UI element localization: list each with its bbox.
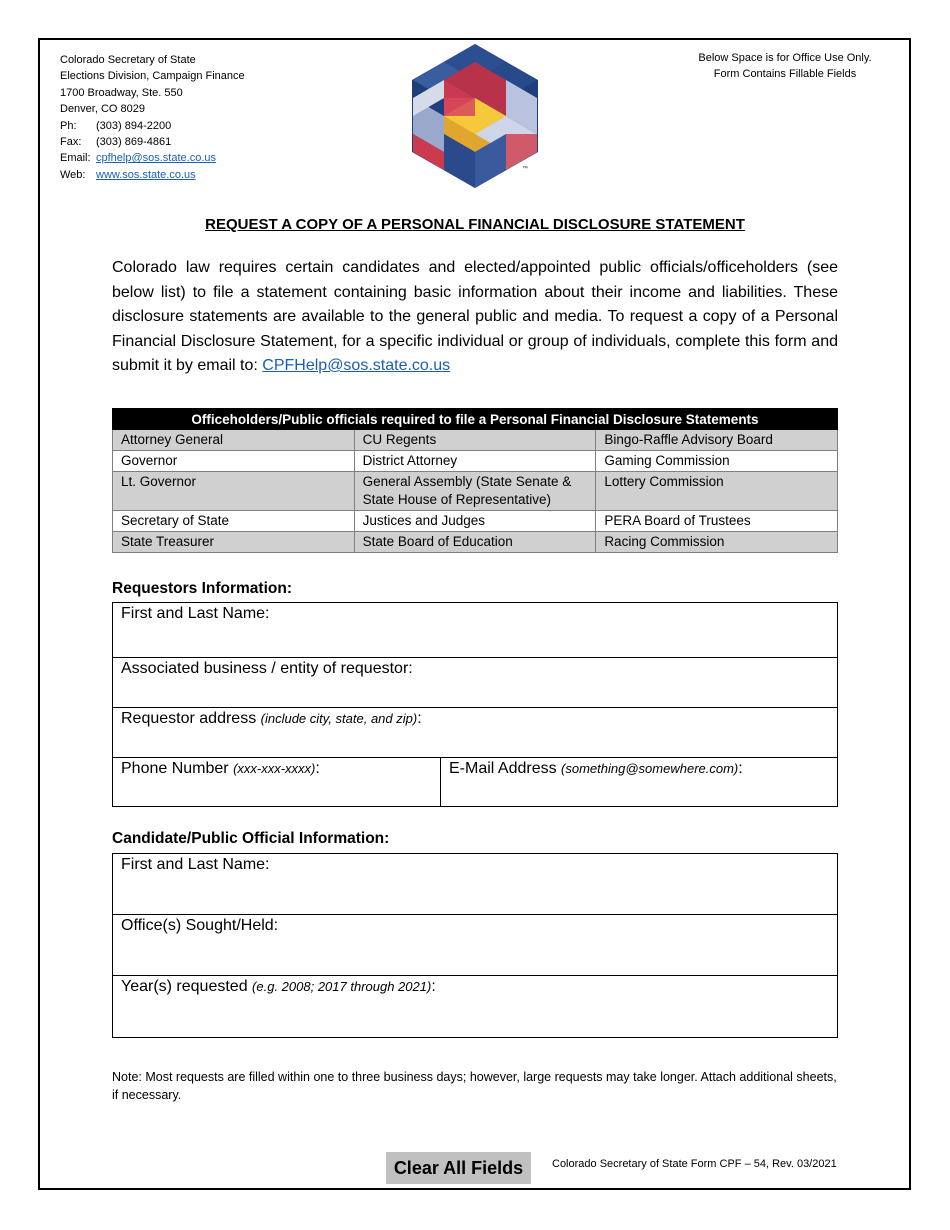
table-cell: Governor [113, 451, 355, 472]
requestor-email-label: E-Mail Address [449, 760, 562, 777]
requestor-name-label: First and Last Name: [121, 605, 270, 622]
table-cell: Bingo-Raffle Advisory Board [596, 430, 838, 451]
table-cell: Gaming Commission [596, 451, 838, 472]
table-row [113, 532, 838, 553]
page-title: REQUEST A COPY OF A PERSONAL FINANCIAL DISCLOSURE STATEMENT [205, 216, 745, 233]
requestor-address-label: Requestor address [121, 710, 261, 727]
intro-text: Colorado law requires certain candidates and elected/appointed public officials/officeholders (see below list) to file a statement containing basic information about their income and liabilities. These disclosure statements are available to the general public and media. To request a copy of a Personal Financial Disclosure Statement, for a specific individual or group of individuals, complete this form and submit it by email to: [112, 259, 838, 374]
contact-email-link[interactable]: cpfhelp@sos.state.co.us [96, 152, 217, 165]
candidate-years-field[interactable]: Year(s) requested (e.g. 2008; 2017 through 2021): [121, 978, 436, 995]
candidate-years-label: Year(s) requested [121, 978, 253, 995]
contact-line-org: Colorado Secretary of State [60, 54, 196, 66]
table-row [113, 430, 838, 451]
requestor-address-hint: (include city, state, and zip) [260, 711, 418, 726]
table-cell: CU Regents [354, 430, 596, 451]
table-cell: State Treasurer [113, 532, 355, 553]
requestor-name-field[interactable] [113, 603, 837, 658]
table-cell: Lt. Governor [113, 472, 355, 511]
contact-line-street: 1700 Broadway, Ste. 550 [60, 86, 183, 99]
table-cell: PERA Board of Trustees [596, 511, 838, 532]
requestor-heading: Requestors Information: [112, 580, 292, 597]
contact-line-division: Elections Division, Campaign Finance [60, 70, 245, 83]
table-row [113, 472, 838, 511]
contact-line-web: Web: www.sos.state.co.us [60, 168, 196, 181]
officials-table-header-row [113, 409, 838, 430]
colorado-sos-logo [410, 42, 540, 190]
office-use-line1: Below Space is for Office Use Only. [698, 52, 872, 64]
candidate-years-hint: (e.g. 2008; 2017 through 2021) [252, 979, 432, 994]
candidate-office-field[interactable] [113, 915, 837, 976]
table-row [113, 511, 838, 532]
requestor-phone-label: Phone Number [121, 760, 234, 777]
requestor-phone-hint: (xxx-xxx-xxxx) [233, 761, 316, 776]
table-cell: Secretary of State [113, 511, 355, 532]
table-cell: Racing Commission [596, 532, 838, 553]
table-row [113, 451, 838, 472]
candidate-heading: Candidate/Public Official Information: [112, 830, 390, 847]
candidate-office-label: Office(s) Sought/Held: [121, 917, 279, 934]
requestor-business-field[interactable] [113, 658, 837, 708]
table-cell: State Board of Education [354, 532, 596, 553]
requestor-email-hint: (something@somewhere.com) [561, 761, 739, 776]
clear-all-fields-button[interactable]: Clear All Fields [386, 1152, 531, 1184]
requestor-phone-field[interactable]: Phone Number (xxx-xxx-xxxx): [113, 758, 441, 806]
table-cell: District Attorney [354, 451, 596, 472]
processing-note: Note: Most requests are filled within one to three business days; however, large requests may take longer. Attach additional sheets, if necessary. [112, 1070, 837, 1102]
office-use-note [660, 50, 910, 82]
requestor-business-label: Associated business / entity of requestor: [121, 660, 413, 677]
requestor-address-field[interactable]: Requestor address (include city, state, and zip): [113, 708, 837, 758]
table-cell: Justices and Judges [354, 511, 596, 532]
candidate-name-field[interactable] [113, 854, 837, 915]
officials-table [112, 408, 838, 553]
requestor-contact-row [113, 758, 837, 806]
office-use-line2: Form Contains Fillable Fields [713, 68, 857, 80]
candidate-name-label: First and Last Name: [121, 856, 270, 873]
table-cell: Lottery Commission [596, 472, 838, 511]
contact-line-city: Denver, CO 8029 [60, 103, 145, 116]
contact-block [60, 52, 245, 183]
requestor-email-field[interactable]: E-Mail Address (something@somewhere.com): [449, 760, 743, 777]
contact-web-link[interactable]: www.sos.state.co.us [96, 168, 196, 181]
table-cell: General Assembly (State Senate & State House of Representative) [354, 472, 596, 511]
logo-trademark: ™ [522, 166, 528, 172]
intro-paragraph [112, 256, 838, 379]
candidate-box [112, 853, 838, 1038]
contact-line-fax: Fax: (303) 869-4861 [60, 136, 172, 149]
contact-line-phone: Ph: (303) 894-2200 [60, 119, 172, 132]
contact-line-email: Email: cpfhelp@sos.state.co.us [60, 152, 217, 165]
table-cell: Attorney General [113, 430, 355, 451]
form-number: Colorado Secretary of State Form CPF – 54, Rev. 03/2021 [552, 1158, 837, 1170]
intro-email-link[interactable]: CPFHelp@sos.state.co.us [262, 357, 451, 374]
officials-table-header: Officeholders/Public officials required to file a Personal Financial Disclosure Statements [113, 409, 838, 430]
requestor-box [112, 602, 838, 807]
